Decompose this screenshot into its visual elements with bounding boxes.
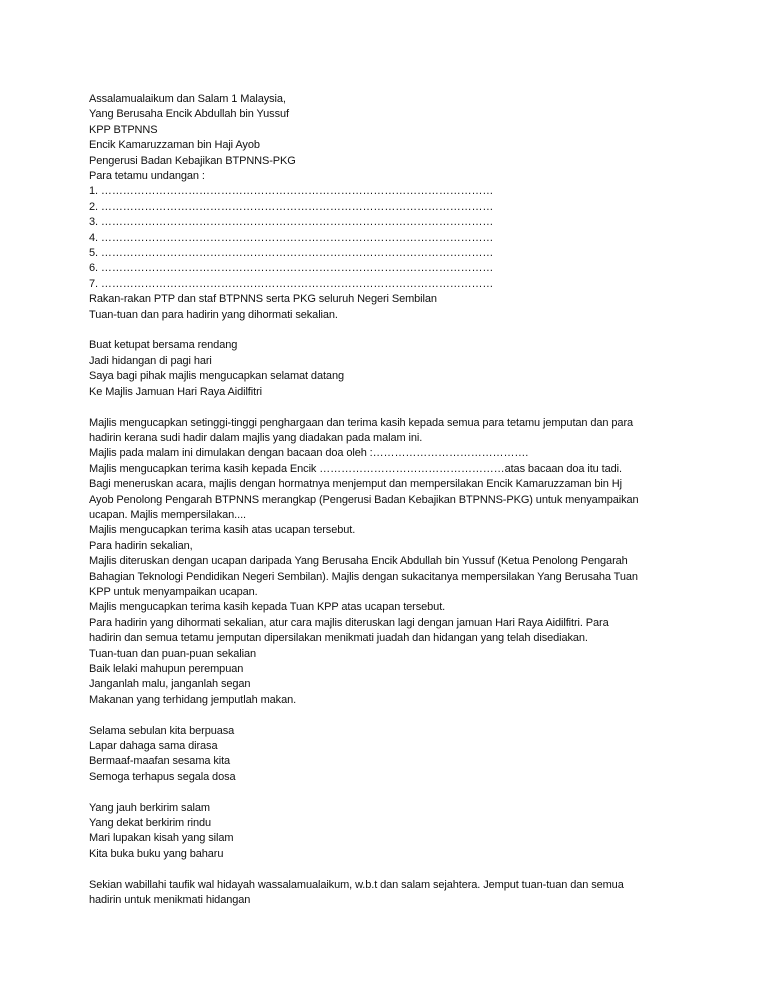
guest-list-item: 1. ……………………………………………………………………………………………… <box>89 185 494 198</box>
text-line: Bahagian Teknologi Pendidikan Negeri Sembilan). Majlis dengan sukacitanya mempersilakan Yang Berusaha Tuan <box>89 570 638 583</box>
guest-list-item: 2. ……………………………………………………………………………………………… <box>89 200 494 213</box>
pantun-line: Ke Majlis Jamuan Hari Raya Aidilfitri <box>89 385 262 398</box>
text-line: Assalamualaikum dan Salam 1 Malaysia, <box>89 93 286 105</box>
paragraph-gap <box>89 400 689 415</box>
pantun-line: Yang dekat berkirim rindu <box>89 817 212 830</box>
text-line: Tuan-tuan dan para hadirin yang dihormati sekalian. <box>89 308 338 321</box>
text-line: KPP BTPNNS <box>89 123 158 136</box>
pantun-line: Mari lupakan kisah yang silam <box>89 832 234 845</box>
guest-list-item: 4. ……………………………………………………………………………………………… <box>89 231 494 244</box>
pantun-line: Semoga terhapus segala dosa <box>89 770 236 783</box>
text-line: hadirin untuk menikmati hidangan <box>89 894 251 907</box>
text-line: Majlis mengucapkan setinggi-tinggi penghargaan dan terima kasih kepada semua para tetamu jemputan dan para <box>89 416 634 429</box>
text-line: hadirin kerana sudi hadir dalam majlis yang diadakan pada malam ini. <box>89 431 423 444</box>
greeting-close-block <box>89 292 689 323</box>
text-line: Tuan-tuan dan puan-puan sekalian <box>89 647 257 660</box>
paragraph-gap <box>89 862 689 877</box>
pantun-block <box>89 724 689 786</box>
closing-block <box>89 878 689 909</box>
opening-block <box>89 92 689 184</box>
paragraph-gap <box>89 708 689 723</box>
text-line: hadirin dan semua tetamu jemputan dipersilakan menikmati juadah dan hidangan yang telah disediakan. <box>89 632 588 645</box>
pantun-line: Selama sebulan kita berpuasa <box>89 724 235 737</box>
pantun-line: Bermaaf-maafan sesama kita <box>89 755 231 768</box>
guest-list-item: 3. ……………………………………………………………………………………………… <box>89 216 494 229</box>
text-line: Para hadirin sekalian, <box>89 539 193 552</box>
text-line: Yang Berusaha Encik Abdullah bin Yussuf <box>89 108 289 121</box>
text-line: Makanan yang terhidang jemputlah makan. <box>89 693 297 706</box>
pantun-line: Buat ketupat bersama rendang <box>89 339 238 352</box>
pantun-line: Lapar dahaga sama dirasa <box>89 740 218 753</box>
paragraph-gap <box>89 323 689 338</box>
text-line: Majlis pada malam ini dimulakan dengan bacaan doa oleh :……………………………………. <box>89 447 529 460</box>
paragraph-gap <box>89 785 689 800</box>
pantun-line: Jadi hidangan di pagi hari <box>89 354 212 367</box>
text-line: Janganlah malu, janganlah segan <box>89 678 251 691</box>
guest-list-item: 7. ……………………………………………………………………………………………… <box>89 277 494 290</box>
text-line: Rakan-rakan PTP dan staf BTPNNS serta PKG seluruh Negeri Sembilan <box>89 293 437 306</box>
text-line: Bagi meneruskan acara, majlis dengan hormatnya menjemput dan mempersilakan Encik Kamaruzzaman bin Hj <box>89 478 622 491</box>
text-line: Sekian wabillahi taufik wal hidayah wassalamualaikum, w.b.t dan salam sejahtera. Jemput tuan-tuan dan semua <box>89 878 624 891</box>
text-line: KPP untuk menyampaikan ucapan. <box>89 585 258 598</box>
body-block <box>89 416 689 709</box>
pantun-block <box>89 338 689 400</box>
text-line: Encik Kamaruzzaman bin Haji Ayob <box>89 139 260 152</box>
text-line: Baik lelaki mahupun perempuan <box>89 663 244 675</box>
guest-list <box>89 184 689 292</box>
text-line: Majlis diteruskan dengan ucapan daripada Yang Berusaha Encik Abdullah bin Yussuf (Ketua Penolong Pengarah <box>89 555 628 568</box>
text-line: Majlis mengucapkan terima kasih kepada Tuan KPP atas ucapan tersebut. <box>89 601 446 614</box>
text-line: Ayob Penolong Pengarah BTPNNS merangkap (Pengerusi Badan Kebajikan BTPNNS-PKG) untuk menyampaikan <box>89 493 639 506</box>
pantun-block <box>89 801 689 863</box>
text-line: Para tetamu undangan : <box>89 170 205 183</box>
guest-list-item: 6. ……………………………………………………………………………………………… <box>89 262 494 275</box>
text-line: Para hadirin yang dihormati sekalian, atur cara majlis diteruskan lagi dengan jamuan Hari Raya Aidilfitri. Para <box>89 616 609 629</box>
text-line: ucapan. Majlis mempersilakan.... <box>89 508 246 521</box>
text-line: Pengerusi Badan Kebajikan BTPNNS-PKG <box>89 154 296 167</box>
pantun-line: Yang jauh berkirim salam <box>89 801 210 814</box>
text-line: Majlis mengucapkan terima kasih kepada Encik ……………………………………………atas bacaan doa itu tadi. <box>89 462 622 475</box>
pantun-line: Kita buka buku yang baharu <box>89 847 224 860</box>
document-page <box>89 92 689 908</box>
guest-list-item: 5. ……………………………………………………………………………………………… <box>89 247 494 260</box>
text-line: Majlis mengucapkan terima kasih atas ucapan tersebut. <box>89 524 356 537</box>
pantun-line: Saya bagi pihak majlis mengucapkan selamat datang <box>89 370 344 383</box>
